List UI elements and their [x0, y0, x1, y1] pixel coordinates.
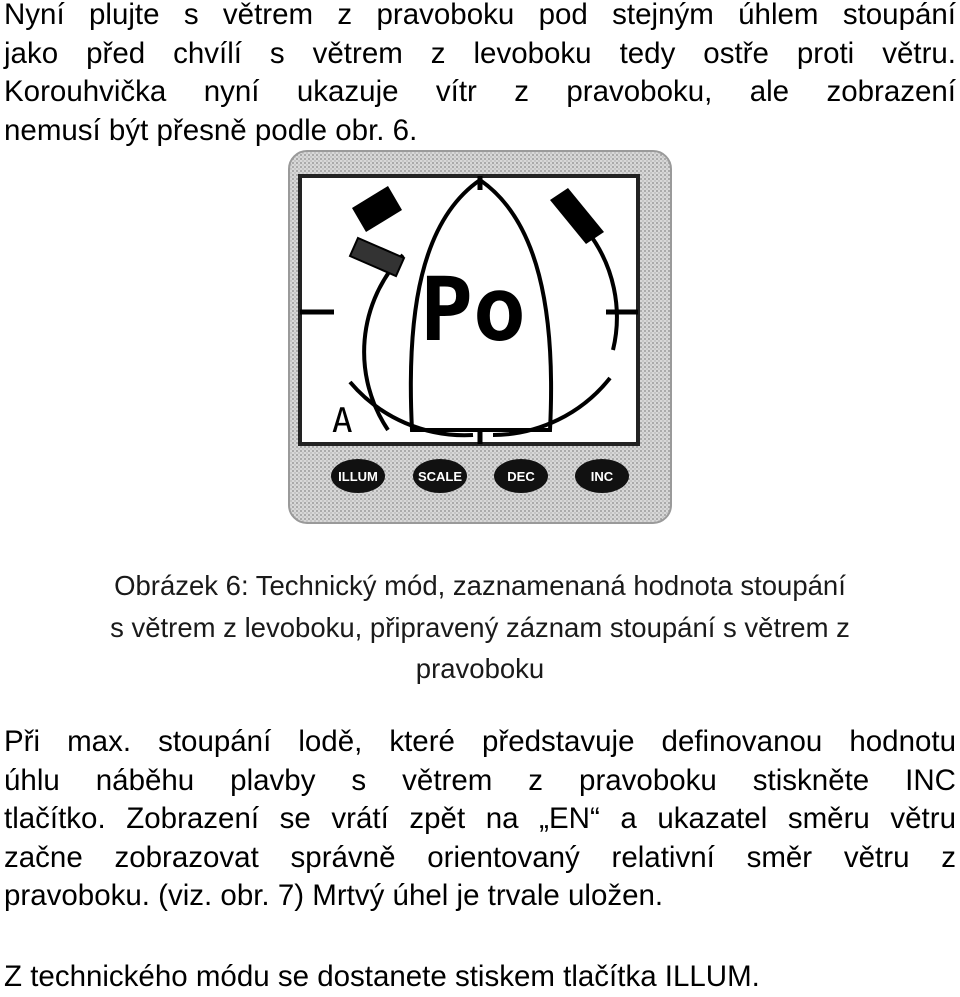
scale-button[interactable] [413, 459, 467, 493]
display-main-readout: Po [420, 258, 526, 361]
paragraph-instructions [4, 723, 956, 916]
wind-instrument-figure [288, 150, 672, 524]
text-line: úhlu náběhu plavby s větrem z pravoboku stiskněte INC [4, 763, 956, 797]
paragraph-exit: Z technického módu se dostanete stiskem tlačítka ILLUM. [4, 960, 760, 993]
inc-button[interactable] [575, 459, 629, 493]
text-line: Při max. stoupání lodě, které představuje definovanou hodnotu [4, 725, 956, 758]
paragraph-intro [4, 0, 956, 150]
text-line: začne zobrazovat správně orientovaný relativní směr větru z [4, 840, 956, 874]
dec-button-label: DEC [507, 469, 535, 484]
text-line: nemusí být přesně podle obr. 6. [4, 113, 418, 147]
text-line: Nyní plujte s větrem z pravoboku pod stejným úhlem stoupání [4, 0, 956, 31]
dec-button[interactable] [494, 459, 548, 493]
caption-line: pravoboku [415, 653, 545, 684]
caption-line: Obrázek 6: Technický mód, zaznamenaná hodnota stoupání [114, 570, 846, 601]
text-line: jako před chvílí s větrem z levoboku tedy ostře proti větru. [4, 36, 956, 70]
text-line: pravoboku. (viz. obr. 7) Mrtvý úhel je trvale uložen. [4, 879, 664, 912]
figure-caption [0, 565, 960, 690]
caption-line: s větrem z levoboku, připravený záznam stoupání s větrem z [110, 611, 850, 643]
inc-button-label: INC [590, 469, 614, 484]
display-indicator: A [332, 401, 353, 441]
scale-button-label: SCALE [417, 469, 463, 484]
text-line: Korouhvička nyní ukazuje vítr z pravoboku, ale zobrazení [4, 75, 956, 108]
text-line: tlačítko. Zobrazení se vrátí zpět na „EN“ a ukazatel směru větru [4, 802, 956, 835]
illum-button-label: ILLUM [338, 469, 378, 484]
illum-button[interactable] [331, 459, 385, 493]
